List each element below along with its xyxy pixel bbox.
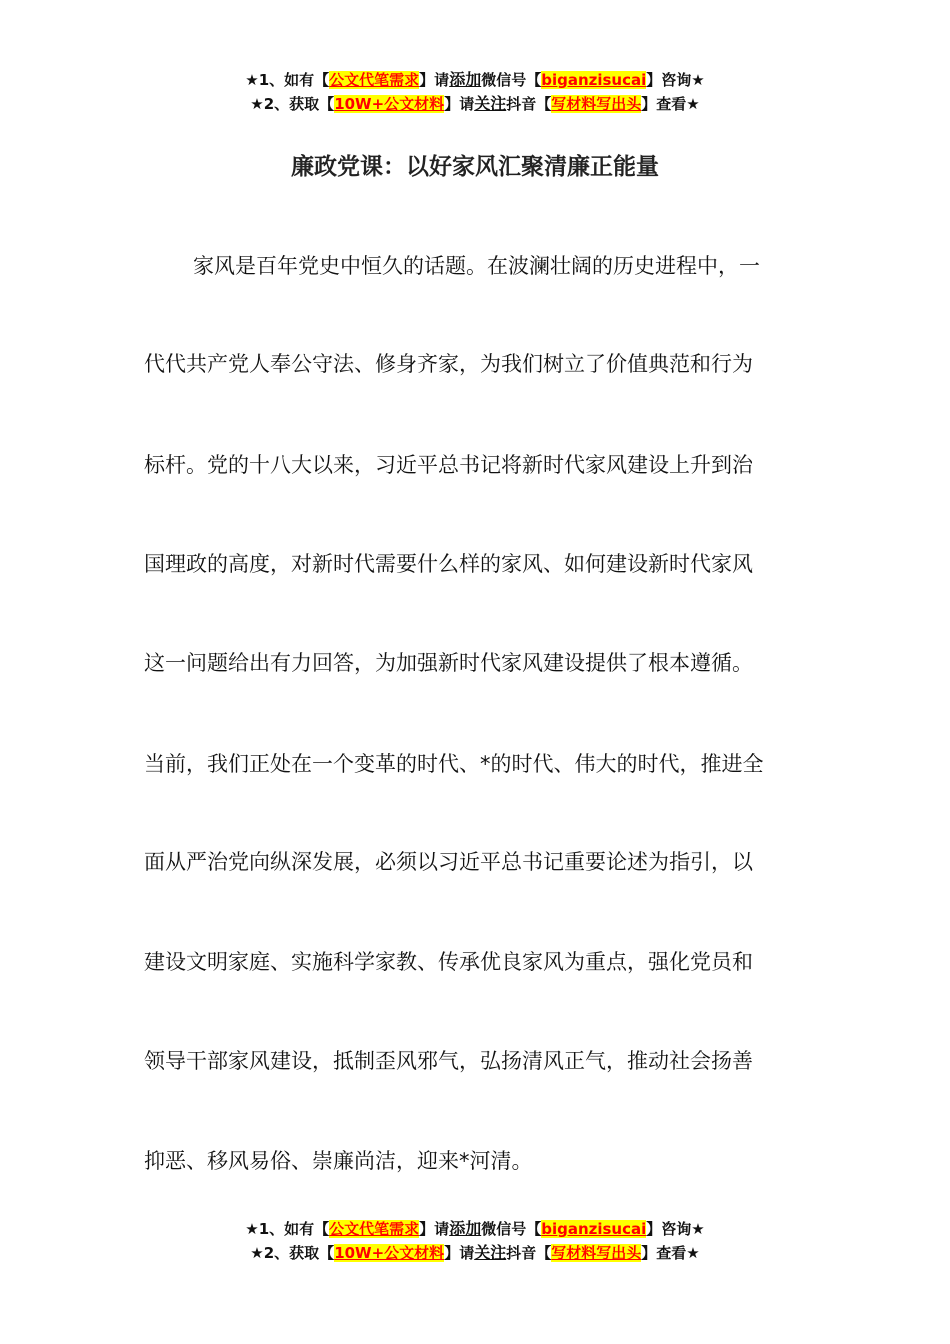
banner-line-2 — [0, 1241, 950, 1265]
banner-text: 】查看★ — [641, 1244, 700, 1262]
body-line: 建设文明家庭、实施科学家教、传承优良家风为重点，强化党员和 — [144, 950, 753, 974]
body-line: 面从严治党向纵深发展，必须以习近平总书记重要论述为指引，以 — [144, 850, 753, 874]
banner-text: 微信号【 — [481, 71, 542, 89]
banner-line-2 — [0, 92, 950, 116]
header-banner — [0, 68, 950, 116]
highlight-douyin-account: 写材料写出头 — [551, 1244, 642, 1262]
highlight-douyin-account: 写材料写出头 — [551, 95, 642, 113]
banner-text: 】请 — [419, 1220, 450, 1238]
highlight-wechat-id: biganzisucai — [541, 1220, 647, 1238]
body-line: 国理政的高度，对新时代需要什么样的家风、如何建设新时代家风 — [144, 552, 753, 576]
highlight-materials: 10W+公文材料 — [334, 95, 445, 113]
banner-text: 抖音【 — [506, 1244, 552, 1262]
banner-text: ★1、如有【 — [245, 71, 330, 89]
banner-emphasis: 添加 — [449, 1219, 482, 1238]
banner-text: 】咨询★ — [646, 1220, 705, 1238]
banner-line-1 — [0, 1217, 950, 1241]
banner-text: ★2、获取【 — [250, 1244, 335, 1262]
banner-text: 】请 — [419, 71, 450, 89]
body-line: 当前，我们正处在一个变革的时代、*的时代、伟大的时代，推进全 — [144, 752, 764, 776]
banner-text: ★1、如有【 — [245, 1220, 330, 1238]
banner-text: 微信号【 — [481, 1220, 542, 1238]
banner-text: 】咨询★ — [646, 71, 705, 89]
highlight-materials: 10W+公文材料 — [334, 1244, 445, 1262]
banner-emphasis: 关注 — [474, 94, 507, 113]
body-line: 抑恶、移风易俗、崇廉尚洁，迎来*河清。 — [144, 1149, 533, 1173]
banner-text: 抖音【 — [506, 95, 552, 113]
document-title: 廉政党课：以好家风汇聚清廉正能量 — [291, 154, 659, 180]
banner-text: 】请 — [444, 95, 475, 113]
body-line: 家风是百年党史中恒久的话题。在波澜壮阔的历史进程中，一 — [193, 254, 760, 278]
banner-text: 】请 — [444, 1244, 475, 1262]
body-line: 领导干部家风建设，抵制歪风邪气，弘扬清风正气，推动社会扬善 — [144, 1049, 753, 1073]
banner-line-1 — [0, 68, 950, 92]
highlight-wechat-id: biganzisucai — [541, 71, 647, 89]
banner-text: 】查看★ — [641, 95, 700, 113]
highlight-service: 公文代笔需求 — [329, 71, 420, 89]
banner-text: ★2、获取【 — [250, 95, 335, 113]
banner-emphasis: 关注 — [474, 1243, 507, 1262]
body-line: 标杆。党的十八大以来，习近平总书记将新时代家风建设上升到治 — [144, 453, 753, 477]
footer-banner — [0, 1217, 950, 1265]
body-line: 这一问题给出有力回答，为加强新时代家风建设提供了根本遵循。 — [144, 651, 753, 675]
banner-emphasis: 添加 — [449, 70, 482, 89]
highlight-service: 公文代笔需求 — [329, 1220, 420, 1238]
body-line: 代代共产党人奉公守法、修身齐家，为我们树立了价值典范和行为 — [144, 352, 753, 376]
